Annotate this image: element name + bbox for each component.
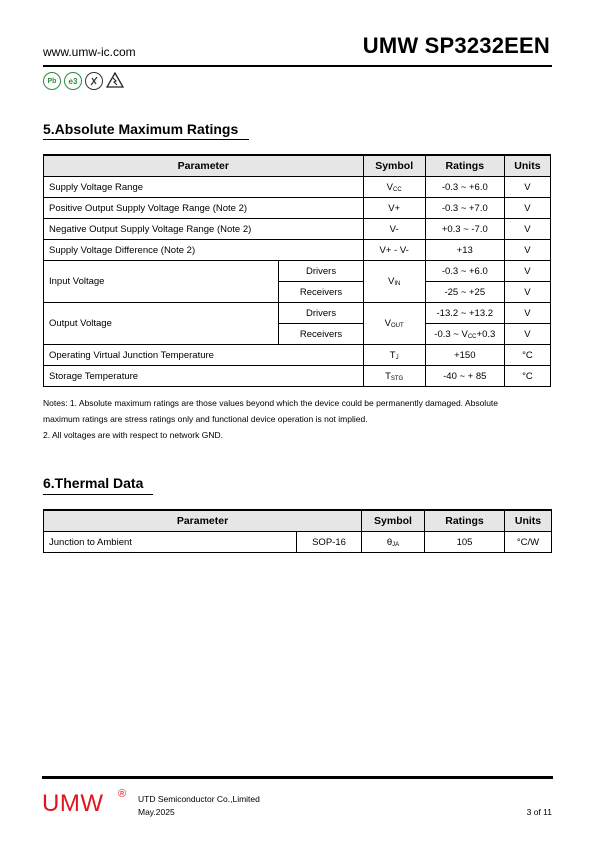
symbol-cell: TJ [363,345,425,366]
unit-cell: V [504,261,550,282]
param-cell: Storage Temperature [44,366,364,387]
rating-cell: +0.3 ~ -7.0 [425,219,504,240]
e3-badge-label: e3 [68,76,78,86]
rating-cell: 105 [425,532,505,553]
rating-cell: -0.3 ~ +6.0 [425,177,504,198]
table-row [44,219,551,240]
symbol-cell: TSTG [363,366,425,387]
esd-warning-icon [106,72,124,88]
rating-cell: -0.3 ~ VCC+0.3 [425,324,504,345]
website-link[interactable]: www.umw-ic.com [43,45,136,59]
section-6-underline [43,494,153,495]
company-name: UTD Semiconductor Co.,Limited [138,794,260,804]
note-line-1: Notes: 1. Absolute maximum ratings are those values beyond which the device could be permanently damaged. Absolute [43,398,499,408]
umw-logo: UMW [42,790,104,817]
footer-divider [42,776,553,779]
rating-cell: -25 ~ +25 [425,282,504,303]
unit-cell: V [504,219,550,240]
symbol-cell: θJA [362,532,425,553]
unit-cell: V [504,240,550,261]
rating-cell: -40 ~ + 85 [425,366,504,387]
table-row [44,261,551,282]
table-row [44,532,552,553]
col-header-symbol: Symbol [362,510,425,532]
absolute-max-ratings-table [43,154,551,387]
compliance-badges [43,72,124,90]
pb-badge-label: Pb [47,77,57,85]
unit-cell: V [504,282,550,303]
col-header-symbol: Symbol [363,155,425,177]
registered-mark: ® [118,788,127,800]
e3-icon [64,72,82,90]
col-header-units: Units [504,155,550,177]
condition-cell: Receivers [279,324,363,345]
unit-cell: °C [504,345,550,366]
symbol-cell: VCC [363,177,425,198]
notes-block [43,395,553,443]
unit-cell: V [504,177,550,198]
release-date: May.2025 [138,807,175,817]
unit-cell: °C [504,366,550,387]
section-6-title: 6.Thermal Data [43,475,144,491]
param-cell: Positive Output Supply Voltage Range (Note 2) [44,198,364,219]
condition-cell: Receivers [279,282,363,303]
rating-cell: -0.3 ~ +7.0 [425,198,504,219]
section-5-title: 5.Absolute Maximum Ratings [43,121,239,137]
col-header-ratings: Ratings [425,510,505,532]
symbol-cell: V+ [363,198,425,219]
param-cell: Supply Voltage Range [44,177,364,198]
table-row [44,345,551,366]
param-cell: Input Voltage [44,261,279,303]
header-divider [43,65,552,67]
col-header-parameter: Parameter [44,510,362,532]
symbol-cell: V+ - V- [363,240,425,261]
section-5-underline [43,139,249,140]
rating-cell: -13.2 ~ +13.2 [425,303,504,324]
table-row [44,303,551,324]
unit-cell: V [504,324,550,345]
symbol-cell: V- [363,219,425,240]
param-cell: Junction to Ambient [44,532,297,553]
table-row [44,366,551,387]
col-header-parameter: Parameter [44,155,364,177]
param-cell: Negative Output Supply Voltage Range (Note 2) [44,219,364,240]
halogen-free-icon [85,72,103,90]
param-cell: Supply Voltage Difference (Note 2) [44,240,364,261]
thermal-data-table [43,509,552,553]
unit-cell: °C/W [505,532,552,553]
package-cell: SOP-16 [297,532,362,553]
rating-cell: +150 [425,345,504,366]
condition-cell: Drivers [279,261,363,282]
table-row [44,240,551,261]
param-cell: Output Voltage [44,303,279,345]
unit-cell: V [504,303,550,324]
pb-free-icon [43,72,61,90]
rating-cell: -0.3 ~ +6.0 [425,261,504,282]
symbol-cell: VOUT [363,303,425,345]
table-row [44,198,551,219]
table-row [44,177,551,198]
page-number: 3 of 11 [526,807,552,817]
symbol-cell: VIN [363,261,425,303]
note-line-2: maximum ratings are stress ratings only and functional device operation is not implied. [43,414,368,424]
note-line-3: 2. All voltages are with respect to network GND. [43,430,223,440]
rating-cell: +13 [425,240,504,261]
param-cell: Operating Virtual Junction Temperature [44,345,364,366]
condition-cell: Drivers [279,303,363,324]
unit-cell: V [504,198,550,219]
col-header-ratings: Ratings [425,155,504,177]
col-header-units: Units [505,510,552,532]
document-title: UMW SP3232EEN [362,33,550,58]
